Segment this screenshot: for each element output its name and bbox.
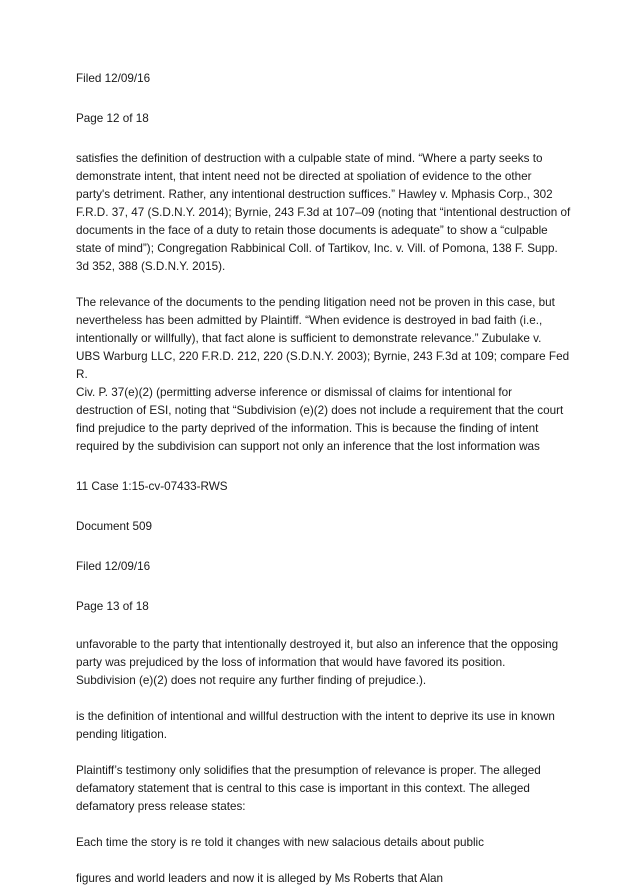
body-paragraph: is the definition of intentional and willful destruction with the intent to deprive its use in known pending litigation. [76, 710, 555, 741]
body-paragraph: The relevance of the documents to the pending litigation need not be proven in this case, but nevertheless has been admitted by Plaintiff. “When evidence is destroyed in bad faith (i.e., intentionally or willfully), that fact alone is sufficient to demonstrate relevance.” Zubulake v. UBS Warburg LLC, 220 F.R.D. 212, 220 (S.D.N.Y. 2003); Byrnie, 243 F.3d at 109; compare Fed R. Civ. P. 37(e)(2) (permitting adverse inference or dismissal of claims for intentional for destruction of ESI, noting that “Subdivision (e)(2) does not include a requirement that the court find prejudice to the party deprived of the information. This is because the finding of intent required by the subdivision can support not only an inference that the lost information was [76, 296, 570, 453]
body-paragraph: unfavorable to the party that intentionally destroyed it, but also an inference that the opposing party was prejudiced by the loss of information that would have favored its position. Subdivision (e)(2) does not require any further finding of prejudice.). [76, 638, 559, 687]
filed-date: Filed 12/09/16 [76, 560, 151, 573]
document-page [76, 70, 576, 888]
body-paragraph: Plaintiff’s testimony only solidifies that the presumption of relevance is proper. The alleged defamatory statement that is central to this case is important in this context. The alleged defamatory press release states: [76, 764, 541, 813]
page-number: Page 12 of 18 [76, 112, 149, 125]
quote-line: Each time the story is re told it changes with new salacious details about public [76, 836, 484, 849]
page-number: Page 13 of 18 [76, 600, 149, 613]
filed-date: Filed 12/09/16 [76, 72, 151, 85]
case-number: 11 Case 1:15-cv-07433-RWS [76, 480, 228, 493]
document-number: Document 509 [76, 520, 153, 533]
quote-line: figures and world leaders and now it is alleged by Ms Roberts that Alan [76, 872, 444, 885]
body-paragraph: satisfies the definition of destruction with a culpable state of mind. “Where a party seeks to demonstrate intent, that intent need not be directed at spoliation of evidence to the other party's detriment. Rather, any intentional destruction suffices.” Hawley v. Mphasis Corp., 302 F.R.D. 37, 47 (S.D.N.Y. 2014); Byrnie, 243 F.3d at 107–09 (noting that “intentional destruction of documents in the face of a duty to retain those documents is adequate” to show a “culpable state of mind”); Congregation Rabbinical Coll. of Tartikov, Inc. v. Vill. of Pomona, 138 F. Supp. 3d 352, 388 (S.D.N.Y. 2015). [76, 152, 571, 273]
